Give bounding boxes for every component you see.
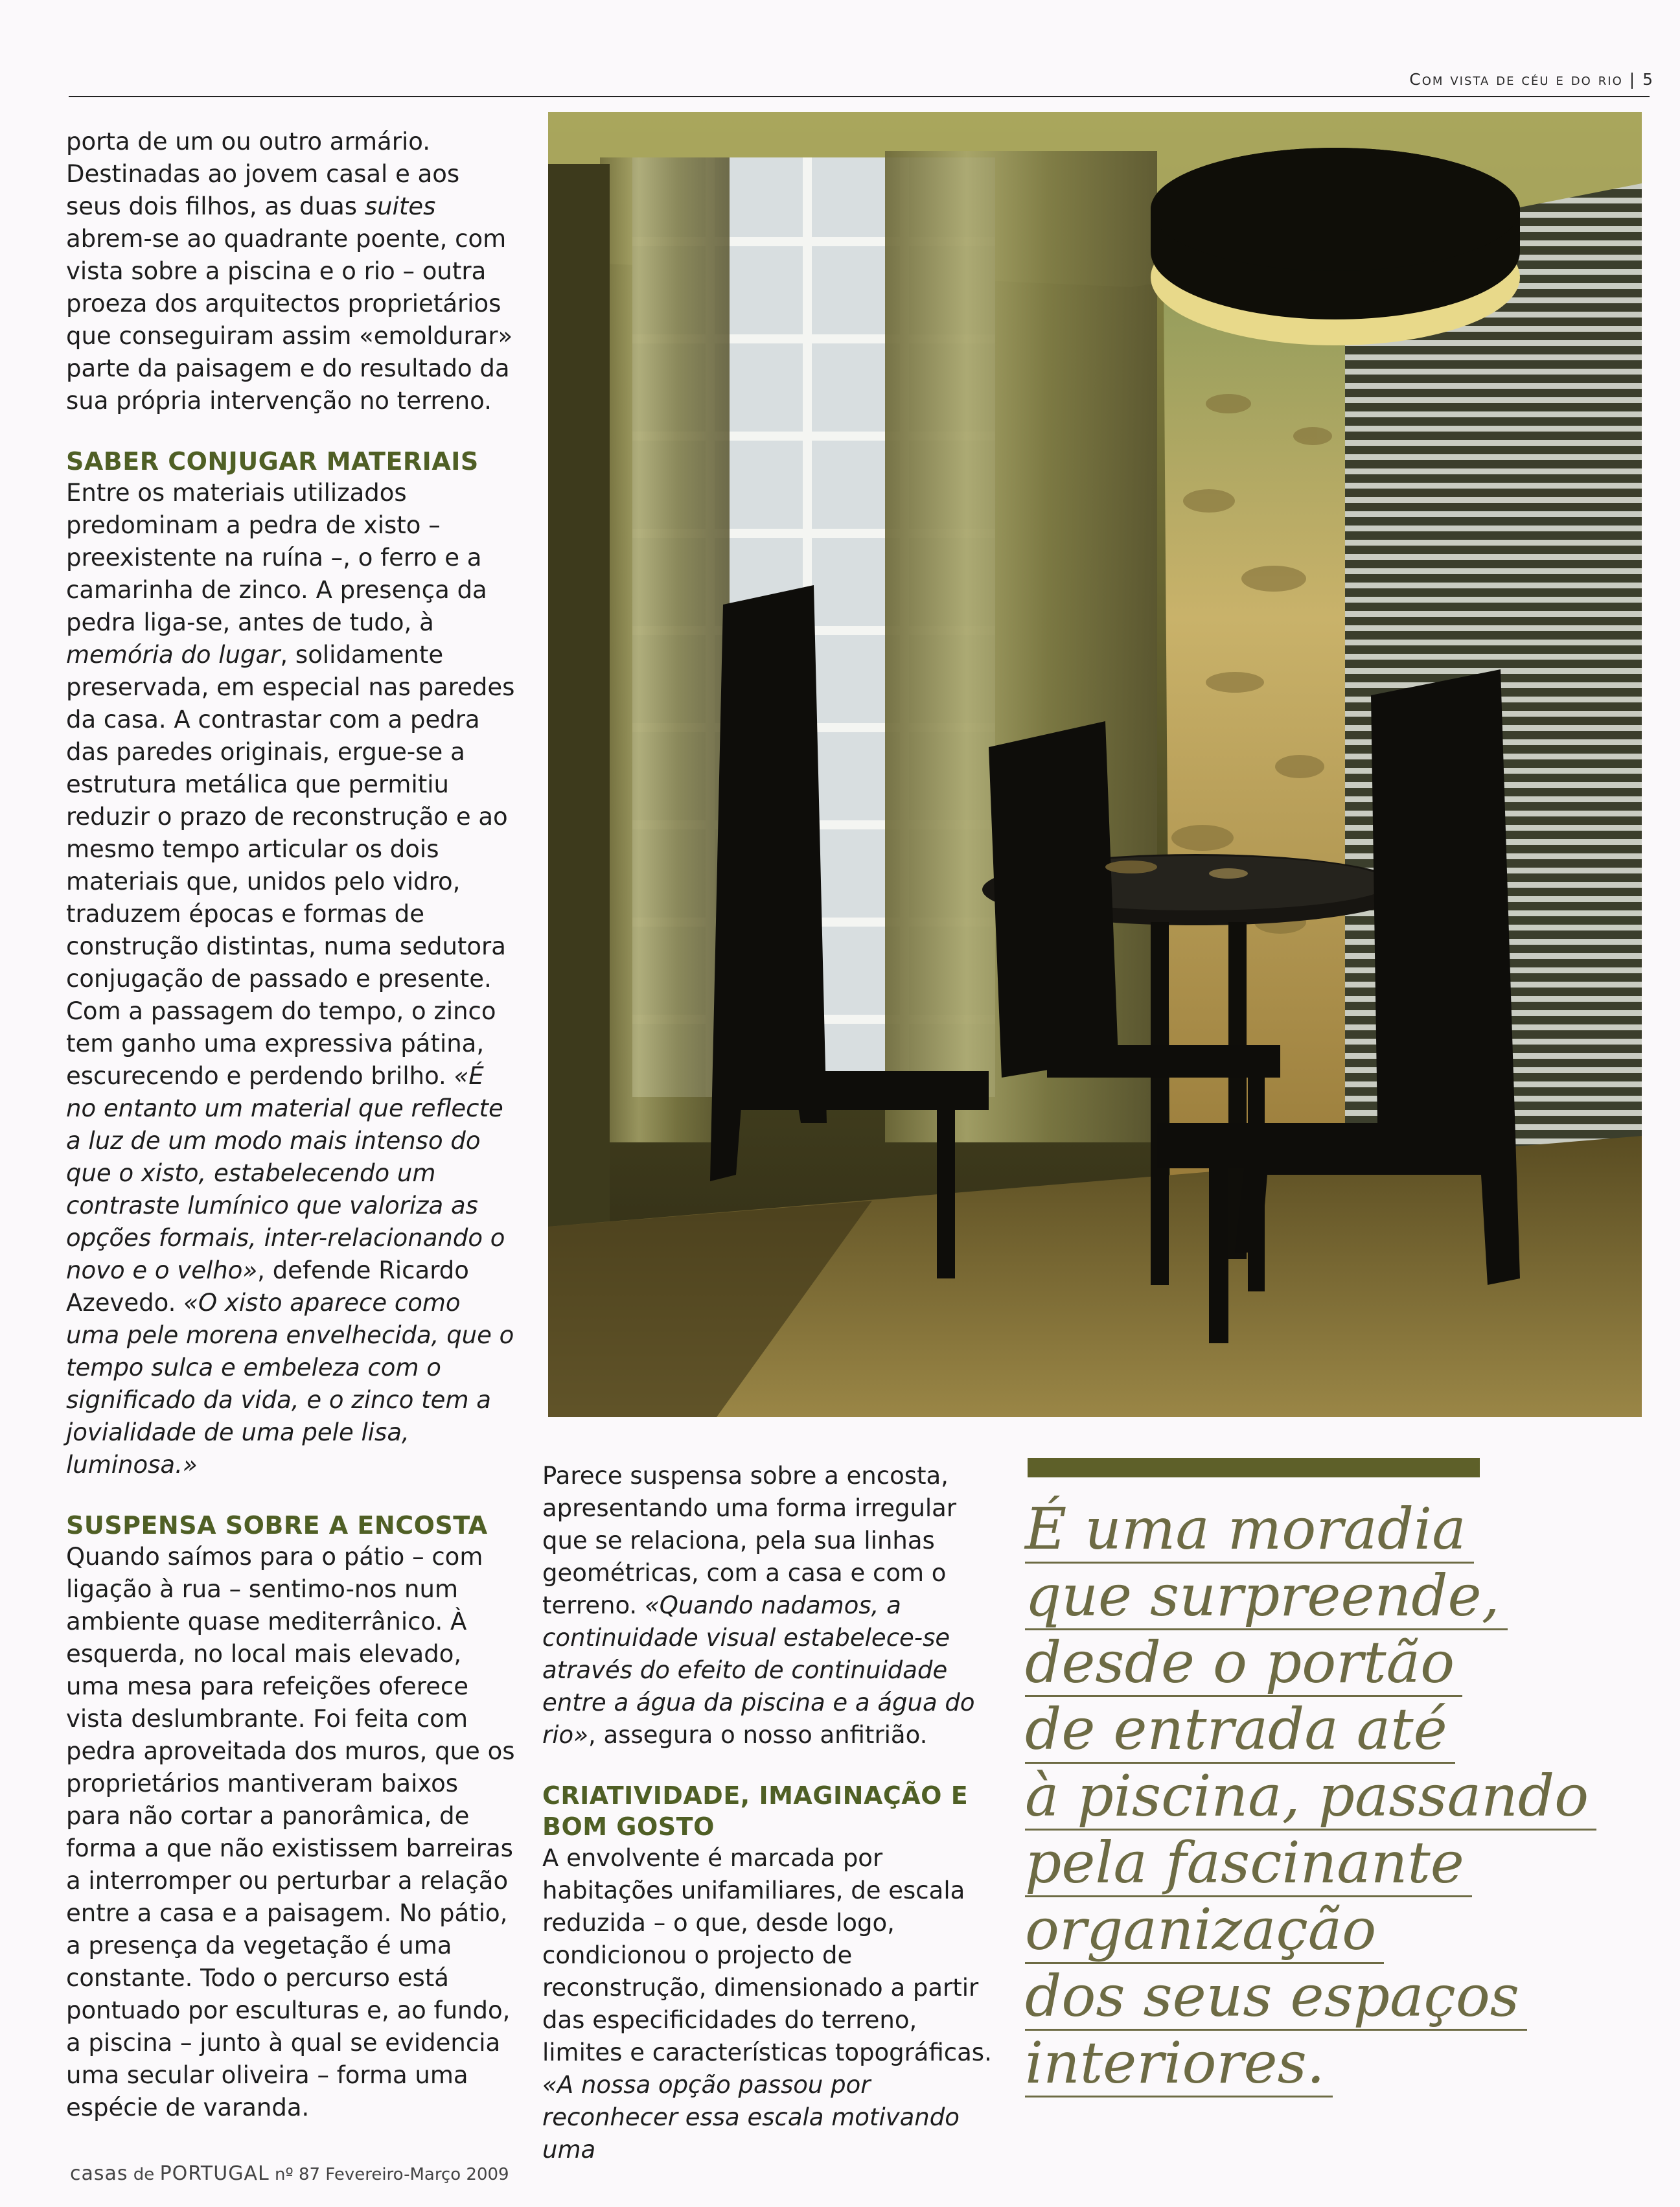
section-heading: CRIATIVIDADE, IMAGINAÇÃO E BOM GOSTO xyxy=(542,1781,969,1841)
issue-info: nº 87 Fevereiro-Março 2009 xyxy=(269,2165,509,2184)
pull-quote-line: interiores. xyxy=(1025,2031,1333,2097)
paragraph: Quando saímos para o pátio – com ligação à rua – sentimo-nos num ambiente quase mediterrânico. À esquerda, no local mais elevado, uma mesa para refeições oferece vista deslumbrante. Foi feita com pedra aproveitada dos muros, que os proprietários mantiveram baixos para não cortar a panorâmica, de forma a que não existissem barreiras a interromper ou perturbar a relação entre a casa e a paisagem. No pátio, a presença da vegetação é uma constante. Todo o percurso está pontuado por esculturas e, ao fundo, a piscina – junto à qual se evidencia uma secular oliveira – forma uma espécie de varanda. xyxy=(66,1543,515,2121)
text: , assegura o nosso anfitrião. xyxy=(588,1721,928,1749)
page-number: 5 xyxy=(1642,70,1654,89)
running-header: Com vista de céu e do rio | 5 xyxy=(1409,70,1654,89)
pull-quote-bar xyxy=(1028,1458,1480,1477)
pull-quote-line: É uma moradia xyxy=(1025,1497,1474,1564)
pull-quote-line: à piscina, passando xyxy=(1025,1764,1596,1831)
italic-text: suites xyxy=(364,192,436,220)
text: Entre os materiais utilizados predominam a pedra de xisto – preexistente na ruína –, o ferro e a camarinha de zinco. A presença da pedra liga-se, antes de tudo, à xyxy=(66,479,487,636)
section-heading: SUSPENSA SOBRE A ENCOSTA xyxy=(66,1511,488,1540)
magazine-name-portugal: PORTUGAL xyxy=(159,2162,270,2185)
pull-quote-line: pela fascinante xyxy=(1025,1831,1472,1897)
quote-text: «A nossa opção passou por reconhecer essa escala motivando uma xyxy=(542,2071,960,2164)
pull-quote-line: de entrada até xyxy=(1025,1697,1455,1764)
text: , solidamente preservada, em especial nas paredes da casa. A contrastar com a pedra das paredes originais, ergue-se a estrutura metálica que permitiu reduzir o prazo de reconstrução e ao mesmo tempo articular os dois materiais que, unidos pelo vidro, traduzem épocas e formas de construção distintas, numa sedutora conjugação de passado e presente. Com a passagem do tempo, o zinco tem ganho uma expressiva pátina, escurecendo e perdendo brilho. xyxy=(66,641,515,1090)
text: porta de um ou outro armário. Destinadas ao jovem casal e aos seus dois filhos, as duas xyxy=(66,128,460,220)
italic-text: memória do lugar xyxy=(66,641,281,669)
text: , defende Ricardo Azevedo. xyxy=(66,1256,469,1317)
text: abrem-se ao quadrante poente, com vista sobre a piscina e o rio – outra proeza dos arquitectos proprietários que conseguiram assim «emoldurar» parte da paisagem e do resultado da sua própria intervenção no terreno. xyxy=(66,225,513,415)
quote-text: «É no entanto um material que reflecte a luz de um modo mais intenso do que o xisto, estabelecendo um contraste lumínico que valoriza as opções formais, inter-relacionando o novo e o velho» xyxy=(66,1062,505,1284)
paragraph xyxy=(542,1842,996,2166)
quote-text: «O xisto aparece como uma pele morena envelhecida, que o tempo sulca e embeleza com o significado da vida, e o zinco tem a jovialidade de uma pele lisa, luminosa.» xyxy=(66,1289,514,1479)
text: A envolvente é marcada por habitações unifamiliares, de escala reduzida – o que, desde logo, condicionou o projecto de reconstrução, dimensionado a partir das especificidades do terreno, limites e características topográficas. xyxy=(542,1844,992,2066)
paragraph xyxy=(542,1460,996,1751)
magazine-name-de: de xyxy=(128,2165,160,2184)
header-rule xyxy=(69,96,1650,97)
pull-quote xyxy=(1025,1497,1608,2097)
paragraph xyxy=(66,477,520,1481)
quote-text: «Quando nadamos, a continuidade visual estabelece-se através do efeito de continuidade entre a água da piscina e a água do rio» xyxy=(542,1591,975,1749)
page-footer xyxy=(70,2162,509,2185)
running-title: Com vista de céu e do rio xyxy=(1409,70,1623,89)
pull-quote-line: dos seus espaços xyxy=(1025,1964,1527,2031)
text-column-1 xyxy=(66,126,520,2124)
pull-quote-line: que surpreende, xyxy=(1025,1564,1508,1630)
text: Parece suspensa sobre a encosta, apresentando uma forma irregular que se relaciona, pela sua linhas geométricas, com a casa e com o terreno. xyxy=(542,1462,957,1619)
magazine-name: casas xyxy=(70,2162,128,2185)
pull-quote-line: organização xyxy=(1025,1897,1384,1964)
pull-quote-line: desde o portão xyxy=(1025,1630,1462,1697)
paragraph xyxy=(66,126,520,417)
dining-room-photo xyxy=(548,112,1642,1417)
section-heading: SABER CONJUGAR MATERIAIS xyxy=(66,447,479,476)
text-column-2 xyxy=(542,1460,996,2166)
